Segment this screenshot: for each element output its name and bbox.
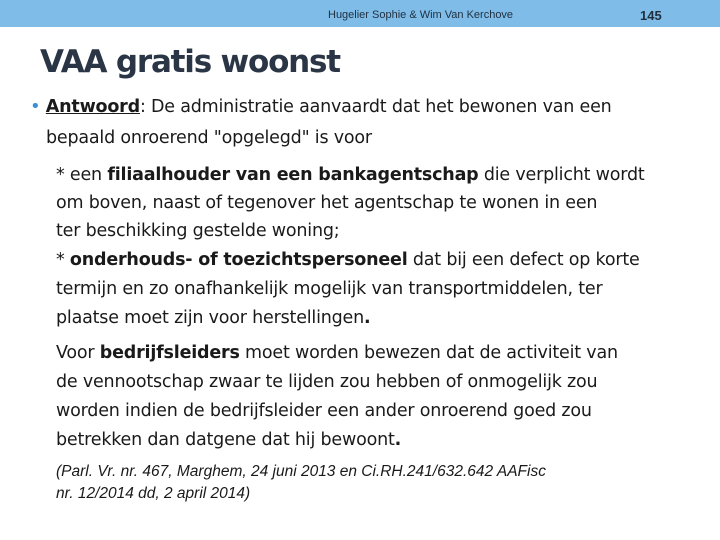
item-onderhoud-rest: dat bij een defect op korte	[407, 250, 640, 270]
item-onderhoud-prefix: *	[56, 250, 70, 270]
item-onderhoud-line-3	[56, 307, 370, 329]
item-filiaalhouder-line-2: om boven, naast of tegenover het agentschap te wonen in een	[56, 193, 598, 213]
answer-line-2: bepaald onroerend "opgelegd" is voor	[46, 128, 372, 148]
item-bedrijfsleiders-period: .	[394, 430, 402, 450]
citation-line-1: (Parl. Vr. nr. 467, Marghem, 24 juni 2013 en Ci.RH.241/632.642 AAFisc	[56, 463, 546, 480]
item-onderhoud-line-1	[56, 249, 640, 271]
answer-colon: :	[139, 97, 146, 117]
answer-label: Antwoord	[45, 97, 140, 117]
item-bedrijfsleiders-line-3: worden indien de bedrijfsleider een ander onroerend goed zou	[56, 401, 592, 421]
item-onderhoud-line-2: termijn en zo onafhankelijk mogelijk van transportmiddelen, ter	[56, 279, 603, 299]
item-bedrijfsleiders-bold: bedrijfsleiders	[99, 343, 240, 363]
item-filiaalhouder-rest: die verplicht wordt	[478, 165, 645, 185]
item-bedrijfsleiders-prefix: Voor	[56, 343, 100, 363]
item-onderhoud-bold: onderhouds- of toezichtspersoneel	[69, 250, 408, 270]
item-bedrijfsleiders-line-1	[56, 342, 618, 364]
item-bedrijfsleiders-cont3: betrekken dan datgene dat hij bewoont	[56, 430, 395, 450]
header-author: Hugelier Sophie & Wim Van Kerchove	[328, 9, 514, 21]
page-number: 145	[640, 8, 662, 23]
slide-title: VAA gratis woonst	[40, 44, 340, 80]
item-filiaalhouder-line-1	[56, 164, 645, 186]
item-bedrijfsleiders-rest: moet worden bewezen dat de activiteit van	[239, 343, 618, 363]
item-filiaalhouder-prefix: * een	[56, 165, 108, 185]
item-filiaalhouder-bold: filiaalhouder van een bankagentschap	[107, 165, 479, 185]
slide-header-bar	[0, 0, 720, 27]
answer-line-1	[30, 96, 612, 118]
item-onderhoud-period: .	[364, 308, 371, 328]
bullet-icon: •	[30, 96, 41, 117]
item-bedrijfsleiders-line-4	[56, 429, 401, 451]
item-bedrijfsleiders-line-2: de vennootschap zwaar te lijden zou hebben of onmogelijk zou	[56, 372, 598, 392]
citation-line-2: nr. 12/2014 dd, 2 april 2014)	[56, 485, 251, 502]
item-filiaalhouder-line-3: ter beschikking gestelde woning;	[56, 221, 340, 241]
answer-text-1: De administratie aanvaardt dat het bewonen van een	[151, 97, 612, 117]
item-onderhoud-cont2: plaatse moet zijn voor herstellingen	[56, 308, 365, 328]
